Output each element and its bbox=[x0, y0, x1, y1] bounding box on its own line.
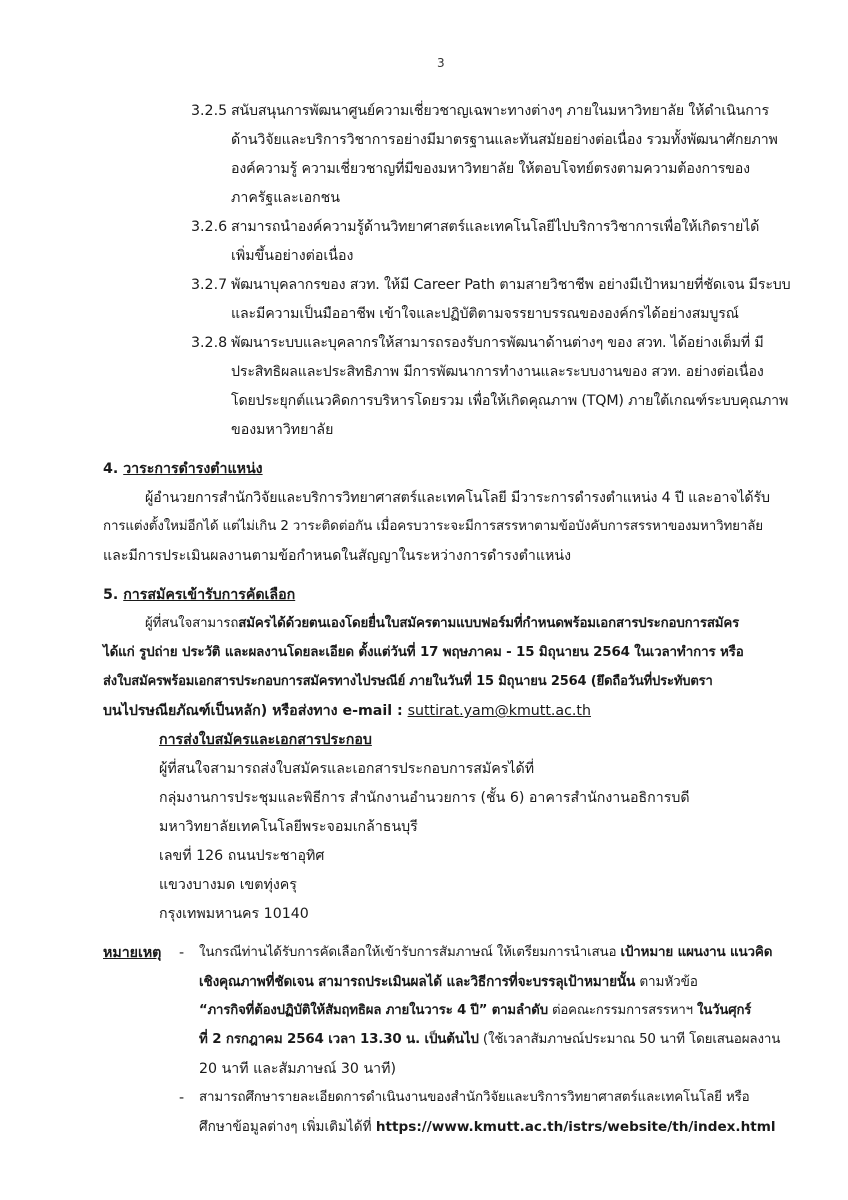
address-line: มหาวิทยาลัยเทคโนโลยีพระจอมเกล้าธนบุรี bbox=[159, 819, 418, 835]
note-line bbox=[199, 943, 772, 963]
item-text-line: ด้านวิจัยและบริการวิชาการอย่างมีมาตรฐานและทันสมัยอย่างต่อเนื่อง รวมทั้งพัฒนาศักยภาพ bbox=[231, 132, 778, 148]
note-line bbox=[199, 1030, 780, 1050]
item-number: 3.2.6 bbox=[191, 219, 228, 235]
item-text-line: เพิ่มขึ้นอย่างต่อเนื่อง bbox=[231, 248, 354, 264]
section-heading bbox=[103, 459, 263, 479]
section-number: 5. bbox=[103, 587, 119, 603]
paragraph-line: ส่งใบสมัครพร้อมเอกสารประกอบการสมัครทางไปรษณีย์ ภายในวันที่ 15 มิถุนายน 2564 (ยึดถือวันที่ประทับตรา bbox=[103, 674, 713, 689]
bold-text-span: สมัครได้ด้วยตนเองโดยยื่นใบสมัครตามแบบฟอร์มที่กำหนดพร้อมเอกสารประกอบการสมัคร bbox=[238, 616, 740, 631]
bold-text-span: “ภารกิจที่ต้องปฏิบัติให้สัมฤทธิผล ภายในวาระ 4 ปี” ตามลำดับ bbox=[199, 1003, 548, 1018]
website-link[interactable]: https://www.kmutt.ac.th/istrs/website/th/index.html bbox=[375, 1119, 776, 1135]
address-line: เลขที่ 126 ถนนประชาอุทิศ bbox=[159, 848, 325, 864]
item-text-line: สนับสนุนการพัฒนาศูนย์ความเชี่ยวชาญเฉพาะทางต่างๆ ภายในมหาวิทยาลัย ให้ดำเนินการ bbox=[231, 103, 769, 119]
email-link[interactable]: suttirat.yam@kmutt.ac.th bbox=[407, 703, 591, 719]
text-span: ตามหัวข้อ bbox=[635, 974, 698, 990]
text-span: ผู้ที่สนใจสามารถ bbox=[145, 616, 239, 631]
paragraph-line bbox=[145, 614, 739, 634]
note-label: หมายเหตุ bbox=[103, 945, 162, 961]
paragraph-line: การแต่งตั้งใหม่อีกได้ แต่ไม่เกิน 2 วาระติดต่อกัน เมื่อครบวาระจะมีการสรรหาตามข้อบังคับการสรรหาของมหาวิทยาลัย bbox=[103, 519, 763, 534]
bold-text-span: ที่ 2 กรกฎาคม 2564 เวลา 13.30 น. เป็นต้นไป bbox=[199, 1032, 479, 1047]
bold-text-span: ในวันศุกร์ bbox=[696, 1003, 752, 1018]
address-line: ผู้ที่สนใจสามารถส่งใบสมัครและเอกสารประกอบการสมัครได้ที่ bbox=[159, 761, 535, 777]
item-text-line: และมีความเป็นมืออาชีพ เข้าใจและปฏิบัติตามจรรยาบรรณขององค์กรได้อย่างสมบูรณ์ bbox=[231, 306, 739, 322]
section-title: การสมัครเข้ารับการคัดเลือก bbox=[123, 587, 296, 603]
note-dash: - bbox=[179, 945, 185, 961]
subsection-title: การส่งใบสมัครและเอกสารประกอบ bbox=[159, 732, 372, 748]
paragraph-line: และมีการประเมินผลงานตามข้อกำหนดในสัญญาในระหว่างการดำรงตำแหน่ง bbox=[103, 548, 572, 564]
section-number: 4. bbox=[103, 461, 119, 477]
text-span: ศึกษาข้อมูลต่างๆ เพิ่มเติมได้ที่ bbox=[199, 1119, 376, 1135]
note-line: 20 นาที และสัมภาษณ์ 30 นาที) bbox=[199, 1061, 397, 1077]
item-text-line: พัฒนาบุคลากรของ สวท. ให้มี Career Path ตามสายวิชาชีพ อย่างมีเป้าหมายที่ชัดเจน มีระบบ bbox=[231, 277, 791, 293]
note-line: สามารถศึกษารายละเอียดการดำเนินงานของสำนักวิจัยและบริการวิทยาศาสตร์และเทคโนโลยี หรือ bbox=[199, 1090, 750, 1105]
note-line bbox=[199, 1001, 751, 1021]
item-text-line: องค์ความรู้ ความเชี่ยวชาญที่มีของมหาวิทยาลัย ให้ตอบโจทย์ตรงตามความต้องการของ bbox=[231, 161, 750, 177]
section-title: วาระการดำรงตำแหน่ง bbox=[123, 461, 263, 477]
note-line bbox=[199, 1117, 776, 1137]
bold-text-span: บนไปรษณียภัณฑ์เป็นหลัก) หรือส่งทาง e-mail : bbox=[103, 703, 408, 719]
item-text-line: ของมหาวิทยาลัย bbox=[231, 422, 334, 438]
text-span: (ใช้เวลาสัมภาษณ์ประมาณ 50 นาที โดยเสนอผลงาน bbox=[478, 1032, 781, 1047]
item-number: 3.2.7 bbox=[191, 277, 228, 293]
bold-text-span: เชิงคุณภาพที่ชัดเจน สามารถประเมินผลได้ และวิธีการที่จะบรรลุเป้าหมายนั้น bbox=[199, 974, 636, 990]
item-text-line: ประสิทธิผลและประสิทธิภาพ มีการพัฒนาการทำงานและระบบงานของ สวท. อย่างต่อเนื่อง bbox=[231, 364, 764, 380]
page-number: 3 bbox=[437, 56, 445, 70]
item-number: 3.2.5 bbox=[191, 103, 228, 119]
section-heading bbox=[103, 585, 295, 605]
address-line: แขวงบางมด เขตทุ่งครุ bbox=[159, 877, 297, 893]
item-number: 3.2.8 bbox=[191, 335, 228, 351]
paragraph-line: ผู้อำนวยการสำนักวิจัยและบริการวิทยาศาสตร์และเทคโนโลยี มีวาระการดำรงตำแหน่ง 4 ปี และอาจได้รับ bbox=[145, 490, 770, 506]
item-text-line: ภาครัฐและเอกชน bbox=[231, 190, 341, 206]
paragraph-line bbox=[103, 701, 591, 721]
item-text-line: พัฒนาระบบและบุคลากรให้สามารถรองรับการพัฒนาด้านต่างๆ ของ สวท. ได้อย่างเต็มที่ มี bbox=[231, 335, 764, 351]
note-dash: - bbox=[179, 1090, 185, 1106]
note-line bbox=[199, 972, 698, 992]
item-text-line: สามารถนำองค์ความรู้ด้านวิทยาศาสตร์และเทคโนโลยีไปบริการวิชาการเพื่อให้เกิดรายได้ bbox=[231, 219, 760, 235]
paragraph-line: ได้แก่ รูปถ่าย ประวัติ และผลงานโดยละเอียด ตั้งแต่วันที่ 17 พฤษภาคม - 15 มิถุนายน 2564 ในเวลาทำการ หรือ bbox=[103, 645, 744, 660]
bold-text-span: เป้าหมาย แผนงาน แนวคิด bbox=[620, 945, 773, 960]
text-span: ต่อคณะกรรมการสรรหาฯ bbox=[547, 1003, 697, 1018]
address-line: กลุ่มงานการประชุมและพิธีการ สำนักงานอำนวยการ (ชั้น 6) อาคารสำนักงานอธิการบดี bbox=[159, 790, 690, 806]
item-text-line: โดยประยุกต์แนวคิดการบริหารโดยรวม เพื่อให้เกิดคุณภาพ (TQM) ภายใต้เกณฑ์ระบบคุณภาพ bbox=[231, 393, 789, 409]
address-line: กรุงเทพมหานคร 10140 bbox=[159, 906, 309, 922]
text-span: ในกรณีท่านได้รับการคัดเลือกให้เข้ารับการสัมภาษณ์ ให้เตรียมการนำเสนอ bbox=[199, 945, 621, 960]
